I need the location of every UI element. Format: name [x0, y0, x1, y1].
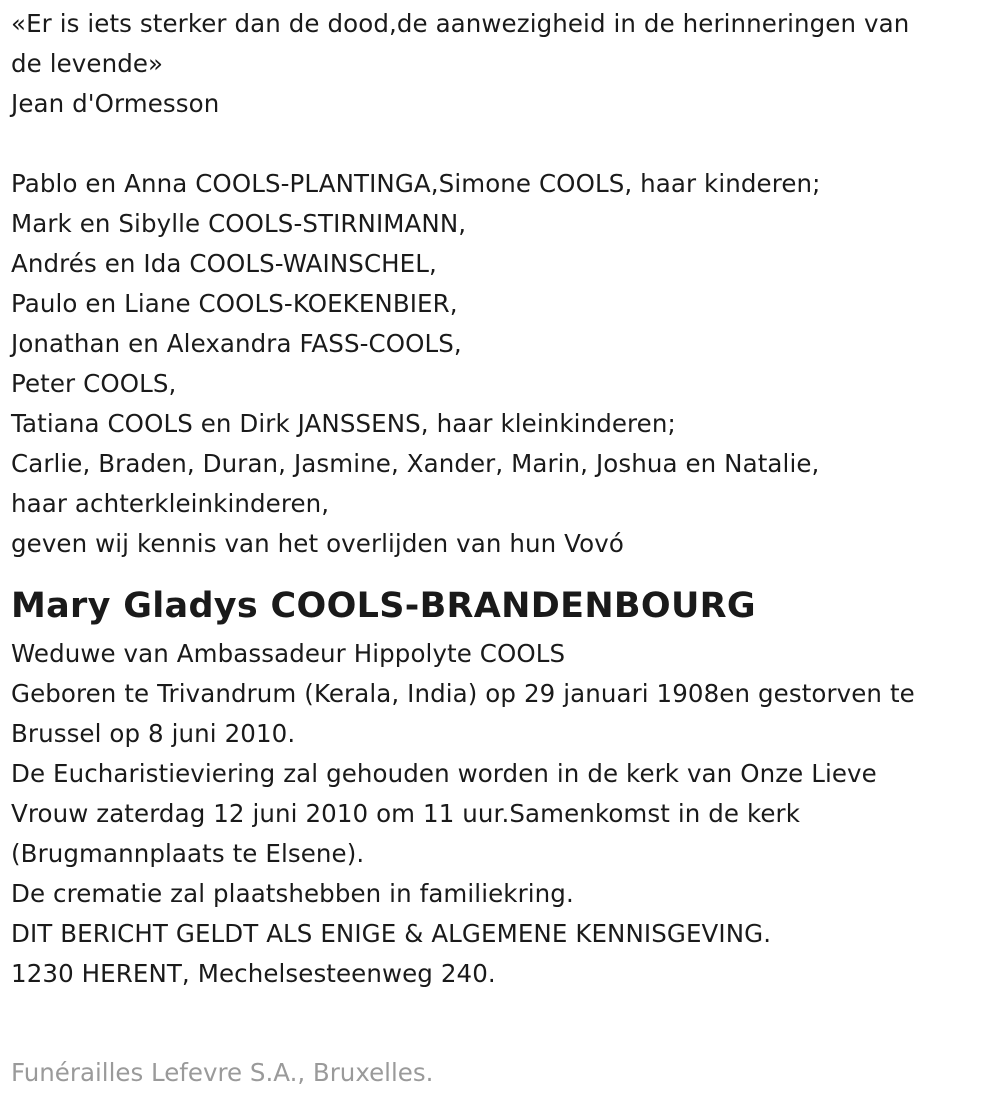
death-notice [11, 4, 996, 994]
family-list [11, 164, 996, 564]
announcement-line: geven wij kennis van het overlijden van hun Vovó [11, 529, 624, 558]
detail-line: De Eucharistieviering zal gehouden worden in de kerk van Onze Lieve [11, 759, 877, 788]
quote-author: Jean d'Ormesson [11, 89, 220, 118]
family-line: Mark en Sibylle COOLS-STIRNIMANN, [11, 209, 467, 238]
detail-line: Geboren te Trivandrum (Kerala, India) op 29 januari 1908en gestorven te [11, 679, 915, 708]
family-line: haar achterkleinkinderen, [11, 489, 330, 518]
funeral-home-credit: Funérailles Lefevre S.A., Bruxelles. [11, 1058, 434, 1087]
spacer [11, 124, 996, 164]
quote-block [11, 4, 996, 124]
deceased-name: Mary Gladys COOLS-BRANDENBOURG [11, 586, 756, 626]
address-line: 1230 HERENT, Mechelsesteenweg 240. [11, 959, 496, 988]
family-line: Jonathan en Alexandra FASS-COOLS, [11, 329, 462, 358]
family-line: Pablo en Anna COOLS-PLANTINGA,Simone COOLS, haar kinderen; [11, 169, 821, 198]
detail-line: DIT BERICHT GELDT ALS ENIGE & ALGEMENE KENNISGEVING. [11, 919, 772, 948]
quote-text-line: «Er is iets sterker dan de dood,de aanwezigheid in de herinneringen van [11, 9, 910, 38]
details-block [11, 634, 996, 994]
detail-line: De crematie zal plaatshebben in familiekring. [11, 879, 574, 908]
detail-line: Brussel op 8 juni 2010. [11, 719, 296, 748]
detail-line: Vrouw zaterdag 12 juni 2010 om 11 uur.Samenkomst in de kerk [11, 799, 801, 828]
quote-text-line: de levende» [11, 49, 164, 78]
family-line: Carlie, Braden, Duran, Jasmine, Xander, Marin, Joshua en Natalie, [11, 449, 820, 478]
family-line: Andrés en Ida COOLS-WAINSCHEL, [11, 249, 437, 278]
family-line: Tatiana COOLS en Dirk JANSSENS, haar kleinkinderen; [11, 409, 676, 438]
family-line: Peter COOLS, [11, 369, 177, 398]
detail-line: (Brugmannplaats te Elsene). [11, 839, 365, 868]
detail-line: Weduwe van Ambassadeur Hippolyte COOLS [11, 639, 566, 668]
family-line: Paulo en Liane COOLS-KOEKENBIER, [11, 289, 458, 318]
